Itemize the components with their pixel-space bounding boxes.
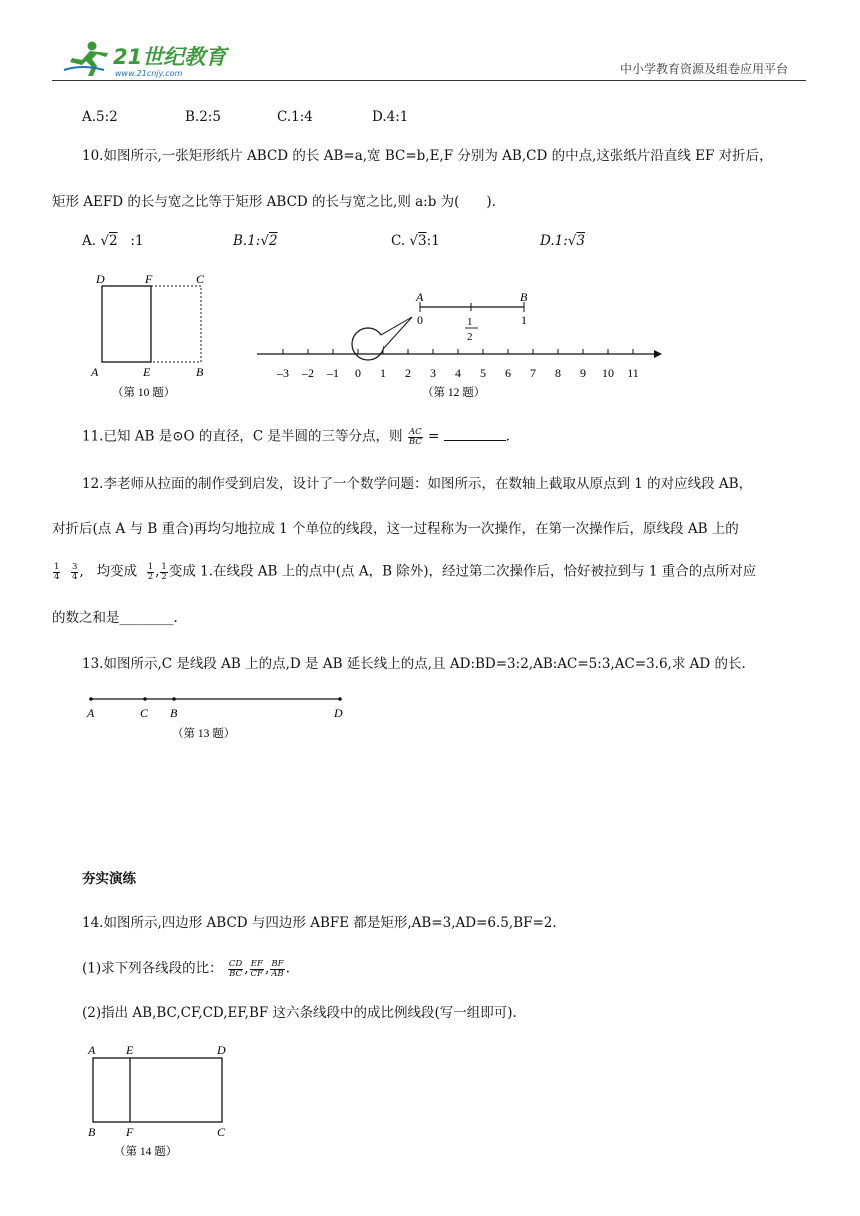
tick-label: –3 <box>277 366 289 380</box>
magnifier-circle <box>352 328 384 360</box>
caption-14: （第 14 题） <box>114 1146 178 1158</box>
caption-13: （第 13 题） <box>172 728 236 740</box>
figure-13 <box>82 690 352 745</box>
q13-text: 13.如图所示,C 是线段 AB 上的点,D 是 AB 延长线上的点,且 AD:BD=3:2,AB:AC=5:3,AC=3.6,求 AD 的长. <box>82 656 746 672</box>
q14-text: 14.如图所示,四边形 ABCD 与四边形 ABFE 都是矩形,AB=3,AD=6.5,BF=2. <box>82 915 557 931</box>
label-A: A <box>91 365 99 379</box>
label-E: E <box>143 365 151 379</box>
q10-option-b: B.1:√2 <box>233 233 278 249</box>
tick-label: 11 <box>627 366 639 380</box>
rect-abcd <box>93 1058 222 1122</box>
rect-aefd <box>102 286 151 362</box>
tick-label: 7 <box>530 366 536 380</box>
tick-label: 0 <box>355 366 361 380</box>
tick-label: 5 <box>480 366 486 380</box>
tick-label: 3 <box>430 366 436 380</box>
label-C: C <box>196 272 205 286</box>
q10-option-a: A. √2 :1 <box>82 233 144 249</box>
q12-line4: 的数之和是________. <box>52 610 178 626</box>
q13-label-C: C <box>140 706 149 720</box>
tick-label: 1 <box>380 366 386 380</box>
label-F: F <box>145 272 153 286</box>
label-D: D <box>96 272 105 286</box>
q10-option-c: C. √3:1 <box>391 233 440 249</box>
q12-line2: 对折后(点 A 与 B 重合)再均匀地拉成 1 个单位的线段，这一过程称为一次操作，在第一次操作后，原线段 AB 上的 <box>52 521 739 537</box>
q14-label-B: B <box>88 1125 96 1139</box>
q14-label-D: D <box>217 1043 226 1057</box>
q12-line1: 12.李老师从拉面的制作受到启发，设计了一个数学问题：如图所示，在数轴上截取从原点到 1 的对应线段 AB， <box>82 476 753 492</box>
q9-option-a: A.5:2 <box>82 109 118 125</box>
seg-label-0: 0 <box>417 313 423 327</box>
seg-label-A: A <box>416 290 424 304</box>
q14-label-C: C <box>217 1125 226 1139</box>
figure-14 <box>82 1042 242 1167</box>
q13-label-B: B <box>170 706 178 720</box>
logo-runner-icon <box>62 40 114 78</box>
q14-label-E: E <box>126 1043 134 1057</box>
logo-url: www.21cnjy.com <box>115 69 183 78</box>
arrow-head <box>654 350 662 358</box>
logo-text: 21世纪教育 <box>113 45 227 69</box>
q9-option-d: D.4:1 <box>372 109 409 125</box>
q12-line3: $\frac{1}{4}$ $\frac{3}{4}$ , 均变成 $\frac{1}{2}$ , $\frac{1}{2}$ 变成 1.在线段 AB 上的点中(点 A，B 除外)，经过第二次操作后，恰好被拉到与 1 重合的点所对应 <box>54 562 757 582</box>
seg-label-B: B <box>520 290 528 304</box>
section-title: 夯实演练 <box>82 871 136 887</box>
q14-part2: (2)指出 AB,BC,CF,CD,EF,BF 这六条线段中的成比例线段(写一组即可). <box>82 1005 517 1021</box>
q14-label-F: F <box>126 1125 134 1139</box>
q11-answer-blank <box>444 439 506 441</box>
q14-part1: (1)求下列各线段的比： $\frac{CD}{BC}$ , $\frac{EF}{CF}$ , $\frac{BF}{AB}$ . <box>82 959 290 979</box>
tick-label: 4 <box>455 366 461 380</box>
seg-label-half-num: 1 <box>467 316 473 328</box>
seg-label-half-den: 2 <box>467 331 473 343</box>
q14-label-A: A <box>88 1043 96 1057</box>
tick-label: 8 <box>555 366 561 380</box>
tick-label: –2 <box>302 366 314 380</box>
figure-10 <box>85 268 220 403</box>
tick-label: 6 <box>505 366 511 380</box>
q9-option-c: C.1:4 <box>277 109 313 125</box>
tick-label: –1 <box>327 366 339 380</box>
caption-10: （第 10 题） <box>112 387 176 399</box>
platform-name: 中小学教育资源及组卷应用平台 <box>620 62 789 76</box>
label-B: B <box>196 365 204 379</box>
q9-option-b: B.2:5 <box>185 109 221 125</box>
tick-label: 2 <box>405 366 411 380</box>
folded-part <box>151 286 201 362</box>
header-divider <box>52 80 806 81</box>
q13-label-A: A <box>87 706 95 720</box>
q10-line1: 10.如图所示,一张矩形纸片 ABCD 的长 AB=a,宽 BC=b,E,F 分别为 AB,CD 的中点,这张纸片沿直线 EF 对折后， <box>82 148 773 164</box>
seg-label-1: 1 <box>521 313 527 327</box>
q11: 11.已知 AB 是⊙O 的直径，C 是半圆的三等分点，则 $\frac{AC}{BC}$ = . <box>82 427 510 447</box>
magnifier-pointer <box>381 317 412 348</box>
tick-label: 9 <box>580 366 586 380</box>
figure-12 <box>250 282 670 404</box>
caption-12: （第 12 题） <box>422 387 486 399</box>
q10-line2: 矩形 AEFD 的长与宽之比等于矩形 ABCD 的长与宽之比,则 a:b 为( ). <box>52 194 496 210</box>
tick-label: 10 <box>602 366 614 380</box>
q10-option-d: D.1:√3 <box>540 233 585 249</box>
q13-label-D: D <box>334 706 343 720</box>
